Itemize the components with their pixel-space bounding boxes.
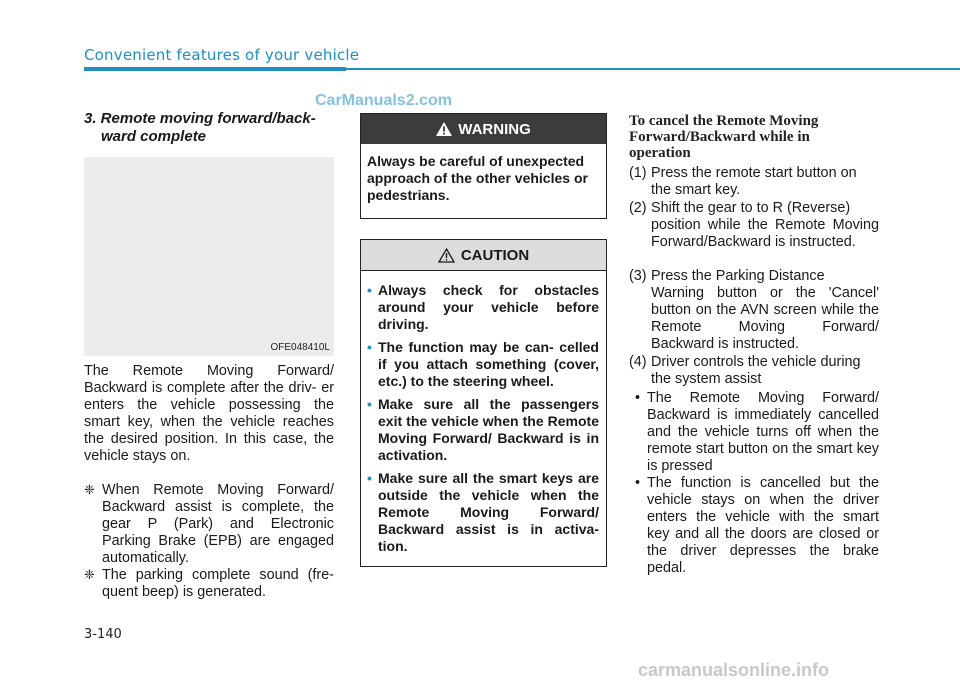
step-text-rest: the system assist [651, 370, 762, 387]
step-number: (1) [629, 165, 647, 181]
bullet-icon: • [635, 475, 641, 491]
subsection-title-line1: To cancel the Remote Moving [629, 113, 819, 129]
body-paragraph: The Remote Moving Forward/ Backward is complete after the driv- er enters the vehicle possessing the smart key, when the vehicle reaches the desired position. In this case, the vehicle stays on. [84, 363, 334, 464]
warning-text: Always be careful of unexpected approach of the other vehicles or pedestrians. [367, 153, 588, 203]
info-bullet-text: The Remote Moving Forward/ Backward is immediately cancelled and the vehicle turns off when the remote start button on the smart key is pressed [647, 390, 879, 474]
step-text-first: Press the remote start button on [651, 165, 857, 181]
bullet-icon: • [367, 470, 372, 486]
info-bullet [629, 390, 879, 475]
caution-item-text: Make sure all the smart keys are outside the vehicle when the Remote Moving Forward/ Backward assist is in activa- tion. [378, 470, 599, 554]
bullet-icon: • [367, 339, 372, 355]
section-title-line1: 3. Remote moving forward/back- [84, 110, 316, 127]
caution-item-text: The function may be can- celled if you attach something (cover, etc.) to the steering wheel. [378, 339, 599, 389]
bullet-icon: • [635, 390, 641, 406]
caution-list [361, 271, 606, 555]
note-text: The parking complete sound (fre- quent beep) is generated. [102, 567, 334, 600]
step-text-rest: Warning button or the 'Cancel' button on the AVN screen while the Remote Moving Forward/ Backward is instructed. [651, 284, 879, 352]
step-text-first: Shift the gear to to R (Reverse) [651, 200, 851, 216]
figure-image [84, 157, 334, 356]
step-item [629, 200, 879, 251]
caution-item-text: Make sure all the passengers exit the vehicle when the Remote Moving Forward/ Backward is in activation. [378, 396, 599, 463]
warning-heading: WARNING [458, 120, 531, 138]
step-item [629, 354, 879, 388]
watermark-top[interactable]: CarManuals2.com [315, 92, 452, 109]
step-item [629, 165, 879, 199]
caution-item [367, 470, 599, 555]
note-item [84, 482, 334, 567]
step-text-rest: position while the Remote Moving Forward/Backward is instructed. [651, 216, 879, 250]
warning-header [361, 114, 606, 144]
warning-triangle-icon [436, 122, 452, 136]
caution-item-text: Always check for obstacles around your vehicle before driving. [378, 282, 599, 332]
section-title-line2: ward complete [101, 128, 207, 145]
step-number: (2) [629, 200, 647, 216]
chapter-title: Convenient features of your vehicle [84, 46, 360, 64]
section-title [84, 110, 339, 146]
caution-item [367, 396, 599, 464]
step-item [629, 268, 879, 353]
caution-box [360, 239, 607, 567]
info-bullet [629, 475, 879, 576]
note-mark-icon: ❈ [84, 482, 95, 497]
caution-header [361, 240, 606, 271]
figure-code: OFE048410L [270, 342, 330, 353]
note-mark-icon: ❈ [84, 567, 95, 582]
header-rule-thick [84, 67, 346, 71]
subsection-title [629, 113, 879, 161]
watermark-bottom[interactable]: carmanualsonline.info [638, 660, 830, 680]
step-text-first: Driver controls the vehicle during [651, 354, 861, 370]
info-bullet-text: The function is cancelled but the vehicle stays on when the driver enters the vehicle with the smart key and all the doors are closed or the driver depresses the brake pedal. [647, 475, 879, 576]
note-text: When Remote Moving Forward/ Backward assist is complete, the gear P (Park) and Electronic Parking Brake (EPB) are engaged automatically. [102, 482, 334, 566]
header-rule-thin [346, 68, 960, 70]
caution-item [367, 339, 599, 390]
caution-heading: CAUTION [460, 246, 530, 264]
page-number: 3-140 [84, 627, 122, 642]
step-text-first: Press the Parking Distance [651, 268, 825, 284]
bullet-icon: • [367, 282, 372, 298]
bullet-icon: • [367, 396, 372, 412]
step-number: (4) [629, 354, 647, 370]
note-item [84, 567, 334, 601]
subsection-title-line3: operation [629, 145, 691, 161]
step-number: (3) [629, 268, 647, 284]
warning-box [360, 113, 607, 219]
caution-item [367, 282, 599, 333]
subsection-title-line2: Forward/Backward while in [629, 129, 810, 145]
caution-triangle-icon [438, 248, 455, 263]
step-text-rest: the smart key. [651, 181, 741, 198]
